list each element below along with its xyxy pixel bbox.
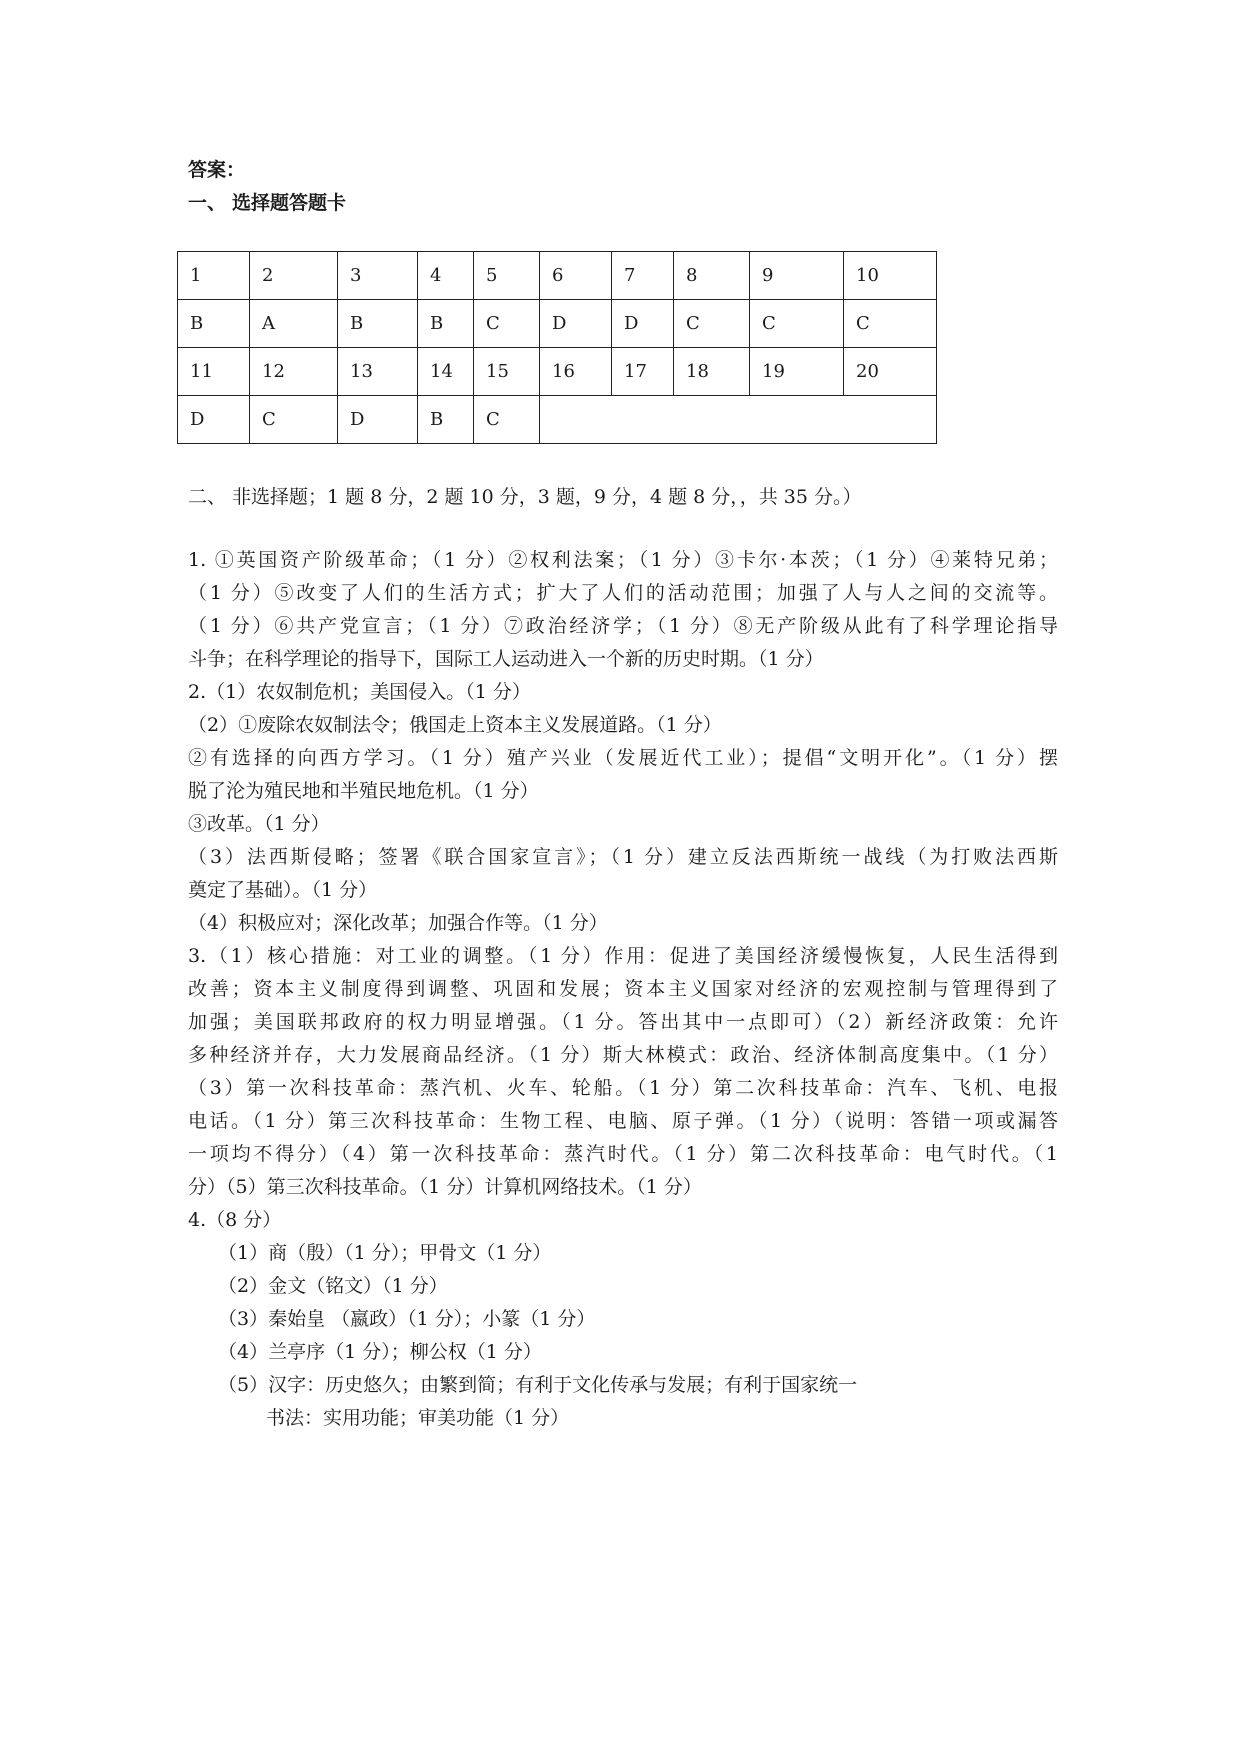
answer-line: （3）法西斯侵略；签署《联合国家宣言》；（1 分）建立反法西斯统一战线（为打败法西斯 (188, 846, 1058, 868)
answer-line: 3.（1）核心措施：对工业的调整。（1 分）作用：促进了美国经济缓慢恢复，人民生活得到 (188, 945, 1058, 967)
table-cell: 7 (612, 252, 674, 300)
answer-line: 奠定了基础）。（1 分） (188, 879, 378, 901)
section-two-heading: 二、 非选择题；1 题 8 分，2 题 10 分，3 题，9 分，4 题 8 分，，共 35 分。） (188, 486, 862, 508)
answer-line: （2）金文（铭文）（1 分） (218, 1275, 448, 1297)
answer-line: （1）商（殷）（1 分）；甲骨文（1 分） (218, 1242, 552, 1264)
table-row (178, 348, 937, 396)
answer-line: （5）汉字：历史悠久；由繁到简；有利于文化传承与发展；有利于国家统一 (218, 1374, 858, 1396)
table-cell: B (338, 300, 418, 348)
answer-line: 4.（8 分） (188, 1209, 282, 1231)
table-cell: 17 (612, 348, 674, 396)
table-cell: C (844, 300, 937, 348)
table-cell: B (178, 300, 250, 348)
answer-line: 1. ①英国资产阶级革命；（1 分）②权利法案；（1 分）③卡尔·本茨；（1 分）④莱特兄弟； (188, 549, 1058, 571)
table-cell: C (474, 396, 540, 444)
answer-line: （4）兰亭序（1 分）；柳公权（1 分） (218, 1341, 542, 1363)
answer-line: 斗争；在科学理论的指导下，国际工人运动进入一个新的历史时期。（1 分） (188, 648, 824, 670)
table-row (178, 300, 937, 348)
answer-line: 改善；资本主义制度得到调整、巩固和发展；资本主义国家对经济的宏观控制与管理得到了 (188, 978, 1058, 1000)
answer-line: ③改革。（1 分） (188, 813, 330, 835)
answer-line: 电话。（1 分）第三次科技革命：生物工程、电脑、原子弹。（1 分）（说明：答错一项或漏答 (188, 1110, 1058, 1132)
table-cell: D (338, 396, 418, 444)
table-cell: 11 (178, 348, 250, 396)
table-cell: 9 (750, 252, 844, 300)
answer-line: （3）秦始皇 （嬴政）（1 分）；小篆（1 分） (218, 1308, 596, 1330)
table-cell: 12 (250, 348, 338, 396)
table-cell: D (540, 300, 612, 348)
answer-line: （4）积极应对；深化改革；加强合作等。（1 分） (188, 912, 608, 934)
page-title: 答案： (188, 159, 246, 181)
answer-line: （3）第一次科技革命：蒸汽机、火车、轮船。（1 分）第二次科技革命：汽车、飞机、电报 (188, 1077, 1058, 1099)
table-cell: C (750, 300, 844, 348)
table-cell: C (250, 396, 338, 444)
section-one-heading (188, 188, 346, 215)
table-cell: D (612, 300, 674, 348)
section-one-label: 选择题答题卡 (232, 192, 347, 214)
table-cell: 20 (844, 348, 937, 396)
table-cell: 2 (250, 252, 338, 300)
table-cell: 19 (750, 348, 844, 396)
table-cell: 15 (474, 348, 540, 396)
table-cell: 3 (338, 252, 418, 300)
table-cell: 18 (674, 348, 750, 396)
table-cell: B (418, 300, 474, 348)
answer-line: （1 分）⑤改变了人们的生活方式；扩大了人们的活动范围；加强了人与人之间的交流等。 (188, 582, 1058, 604)
table-cell: B (418, 396, 474, 444)
table-cell: 5 (474, 252, 540, 300)
table-cell: 16 (540, 348, 612, 396)
table-cell: C (474, 300, 540, 348)
answer-line: ②有选择的向西方学习。（1 分）殖产兴业（发展近代工业）；提倡“文明开化”。（1 分）摆 (188, 747, 1058, 769)
table-row (178, 396, 937, 444)
answer-line: 脱了沦为殖民地和半殖民地危机。（1 分） (188, 780, 539, 802)
table-cell-empty (540, 396, 937, 444)
section-one-number: 一、 (188, 192, 227, 214)
answer-line: （1 分）⑥共产党宣言；（1 分）⑦政治经济学；（1 分）⑧无产阶级从此有了科学理论指导 (188, 615, 1058, 637)
answer-line: （2）①废除农奴制法令；俄国走上资本主义发展道路。（1 分） (188, 714, 722, 736)
table-cell: 10 (844, 252, 937, 300)
table-cell: 4 (418, 252, 474, 300)
table-cell: 1 (178, 252, 250, 300)
table-cell: 14 (418, 348, 474, 396)
answer-card-table (177, 251, 937, 444)
table-cell: 13 (338, 348, 418, 396)
table-cell: A (250, 300, 338, 348)
table-cell: D (178, 396, 250, 444)
table-cell: C (674, 300, 750, 348)
answer-line: 分）（5）第三次科技革命。（1 分）计算机网络技术。（1 分） (188, 1176, 702, 1198)
answer-line: 加强；美国联邦政府的权力明显增强。（1 分。答出其中一点即可）（2）新经济政策：允许 (188, 1011, 1058, 1033)
answer-line: 多种经济并存，大力发展商品经济。（1 分）斯大林模式：政治、经济体制高度集中。（1 分） (188, 1044, 1058, 1066)
table-cell: 8 (674, 252, 750, 300)
answer-line: 2.（1）农奴制危机；美国侵入。（1 分） (188, 681, 531, 703)
table-cell: 6 (540, 252, 612, 300)
table-row (178, 252, 937, 300)
answer-line: 一项均不得分）（4）第一次科技革命：蒸汽时代。（1 分）第二次科技革命：电气时代。（1 (188, 1143, 1058, 1165)
answer-line: 书法：实用功能；审美功能（1 分） (266, 1407, 570, 1429)
